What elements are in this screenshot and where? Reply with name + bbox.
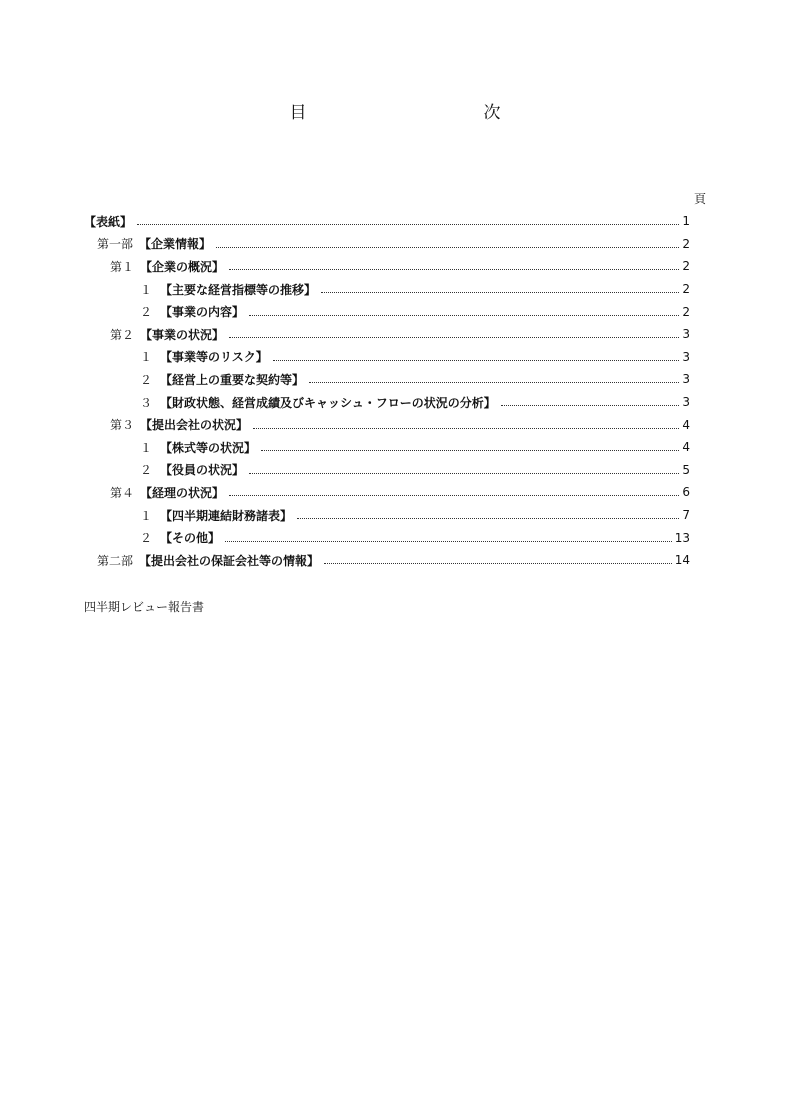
- toc-entry[interactable]: [84, 368, 690, 391]
- toc-leader: [225, 540, 672, 542]
- toc-entry[interactable]: [84, 323, 690, 346]
- toc-entry-label: 【提出会社の状況】: [140, 418, 249, 433]
- toc-entry-page: 3: [682, 327, 690, 342]
- toc-leader: [297, 517, 679, 519]
- review-report-link[interactable]: 四半期レビュー報告書: [84, 600, 205, 614]
- toc-leader: [273, 359, 679, 361]
- toc-entry-label: 【事業の内容】: [160, 305, 245, 320]
- toc-entry-label: 【その他】: [160, 531, 221, 546]
- toc-entry-number: １: [140, 282, 153, 297]
- toc-entry[interactable]: [84, 233, 690, 256]
- toc-entry-page: 6: [682, 485, 690, 500]
- toc-entry[interactable]: [84, 210, 690, 233]
- toc-leader: [249, 472, 679, 474]
- toc-entry-label: 【企業情報】: [139, 237, 212, 252]
- toc-entry-number: ２: [140, 531, 153, 546]
- toc-entry-number: ３: [140, 395, 153, 410]
- toc-entry-page: 4: [682, 417, 690, 432]
- toc-leader: [229, 336, 679, 338]
- page-title: 目 次: [289, 103, 581, 123]
- toc-leader: [261, 449, 679, 451]
- toc-entry-page: 2: [682, 304, 690, 319]
- toc-leader: [253, 427, 679, 429]
- toc-entry-number: 第一部: [97, 237, 134, 252]
- toc-entry-page: 3: [682, 372, 690, 387]
- toc-entry-page: 2: [682, 282, 690, 297]
- page-column-header: 頁: [693, 192, 706, 206]
- toc-entry-label: 【役員の状況】: [160, 463, 245, 478]
- toc-entry-number: ２: [140, 463, 153, 478]
- toc-entry-number: １: [140, 440, 153, 455]
- toc-entry-page: 3: [682, 395, 690, 410]
- toc-entry[interactable]: [84, 436, 690, 459]
- toc-entry[interactable]: [84, 504, 690, 527]
- toc-entry-number: 第二部: [97, 553, 134, 568]
- toc-entry-page: 5: [682, 462, 690, 477]
- toc-entry-number: ２: [140, 372, 153, 387]
- toc-entry-label: 【四半期連結財務諸表】: [160, 508, 293, 523]
- toc-entry[interactable]: [84, 413, 690, 436]
- toc-entry-page: 14: [674, 553, 690, 568]
- toc-entry-page: 2: [682, 259, 690, 274]
- toc-entry-page: 13: [674, 530, 690, 545]
- toc-entry[interactable]: [84, 346, 690, 369]
- toc-entry[interactable]: [84, 459, 690, 482]
- toc-entry[interactable]: [84, 481, 690, 504]
- toc-entry[interactable]: [84, 549, 690, 572]
- toc-leader: [324, 562, 672, 564]
- toc-entry-label: 【表紙】: [84, 214, 133, 229]
- toc-entry-label: 【主要な経営指標等の推移】: [160, 282, 317, 297]
- toc-entry[interactable]: [84, 391, 690, 414]
- toc-leader: [229, 494, 679, 496]
- toc-entry-label: 【経営上の重要な契約等】: [160, 372, 305, 387]
- toc-entry-label: 【経理の状況】: [140, 485, 225, 500]
- table-of-contents: [84, 210, 690, 572]
- toc-entry-page: 7: [682, 508, 690, 523]
- toc-entry[interactable]: [84, 526, 690, 549]
- toc-entry-number: ２: [140, 305, 153, 320]
- toc-leader: [216, 246, 679, 248]
- toc-entry-number: 第２: [110, 327, 135, 342]
- toc-leader: [137, 223, 679, 225]
- toc-entry[interactable]: [84, 278, 690, 301]
- toc-entry-label: 【事業の状況】: [140, 327, 225, 342]
- toc-entry-number: 第３: [110, 418, 135, 433]
- toc-leader: [321, 291, 679, 293]
- toc-entry-page: 1: [682, 214, 690, 229]
- toc-entry-label: 【企業の概況】: [140, 259, 225, 274]
- toc-entry-label: 【提出会社の保証会社等の情報】: [139, 553, 320, 568]
- toc-leader: [309, 381, 679, 383]
- toc-entry[interactable]: [84, 300, 690, 323]
- toc-leader: [229, 268, 679, 270]
- toc-entry-label: 【事業等のリスク】: [160, 350, 268, 365]
- toc-entry-page: 3: [682, 349, 690, 364]
- toc-entry-page: 2: [682, 236, 690, 251]
- toc-entry-number: 第１: [110, 259, 135, 274]
- toc-entry-number: 第４: [110, 485, 135, 500]
- toc-leader: [501, 404, 679, 406]
- toc-entry-number: １: [140, 350, 153, 365]
- toc-entry-label: 【財政状態、経営成績及びキャッシュ・フローの状況の分析】: [160, 395, 496, 410]
- toc-entry-label: 【株式等の状況】: [160, 440, 257, 455]
- toc-entry[interactable]: [84, 255, 690, 278]
- toc-leader: [249, 314, 679, 316]
- toc-entry-number: １: [140, 508, 153, 523]
- toc-entry-page: 4: [682, 440, 690, 455]
